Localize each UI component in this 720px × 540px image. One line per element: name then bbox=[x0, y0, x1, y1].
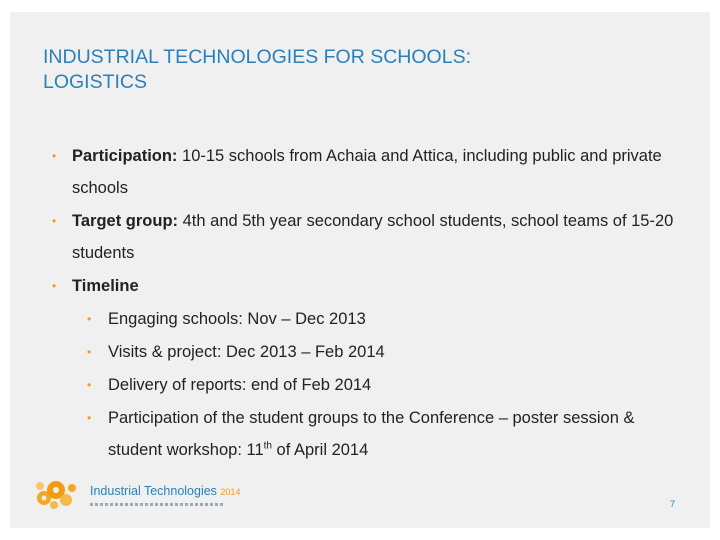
industrial-technologies-logo bbox=[32, 474, 241, 514]
slide-title-line-2: LOGISTICS bbox=[43, 71, 148, 93]
bullet-timeline bbox=[10, 270, 710, 302]
bullet-label: Target group: bbox=[72, 212, 179, 230]
sub-bullet-text: Delivery of reports: end of Feb 2014 bbox=[108, 376, 372, 394]
bullet-target-group bbox=[10, 205, 710, 269]
sub-bullet-text: Participation of the student groups to the Conference – poster session & student workshop: 11 bbox=[108, 409, 635, 459]
logo-wordmark bbox=[90, 484, 240, 498]
bullet-label: Timeline bbox=[72, 277, 139, 295]
slide-title-line-1: INDUSTRIAL TECHNOLOGIES FOR SCHOOLS: bbox=[43, 46, 471, 68]
bullet-dot: • bbox=[52, 214, 57, 228]
bullet-participation bbox=[10, 140, 710, 204]
sub-bullet-dot: • bbox=[87, 378, 92, 392]
bullet-text: 10-15 schools from Achaia and Attica, including public and private schools bbox=[72, 147, 662, 197]
bullet-dot: • bbox=[52, 149, 57, 163]
sub-bullet bbox=[10, 336, 710, 368]
sub-bullet bbox=[10, 402, 710, 466]
bullet-dot: • bbox=[52, 279, 57, 293]
slide-title bbox=[43, 45, 471, 95]
sub-bullet bbox=[10, 369, 710, 401]
superscript-th: th bbox=[263, 440, 272, 452]
bullet-text: 4th and 5th year secondary school students, school teams of 15-20 students bbox=[72, 212, 674, 262]
logo-name: Industrial Technologies bbox=[90, 484, 217, 498]
bullet-label: Participation: bbox=[72, 147, 178, 165]
slide bbox=[10, 12, 710, 528]
logo-tagline-graphic bbox=[90, 503, 225, 506]
sub-bullet-dot: • bbox=[87, 411, 92, 425]
sub-bullet-text-end: of April 2014 bbox=[271, 441, 369, 459]
sub-bullet-text: Visits & project: Dec 2013 – Feb 2014 bbox=[108, 343, 385, 361]
gear-cluster-icon bbox=[32, 474, 88, 514]
logo-year: 2014 bbox=[220, 487, 241, 497]
bullet-list bbox=[10, 140, 710, 467]
sub-bullet-dot: • bbox=[87, 312, 92, 326]
sub-bullet-dot: • bbox=[87, 345, 92, 359]
sub-bullet bbox=[10, 303, 710, 335]
sub-bullet-text: Engaging schools: Nov – Dec 2013 bbox=[108, 310, 366, 328]
page-number: 7 bbox=[670, 499, 676, 509]
